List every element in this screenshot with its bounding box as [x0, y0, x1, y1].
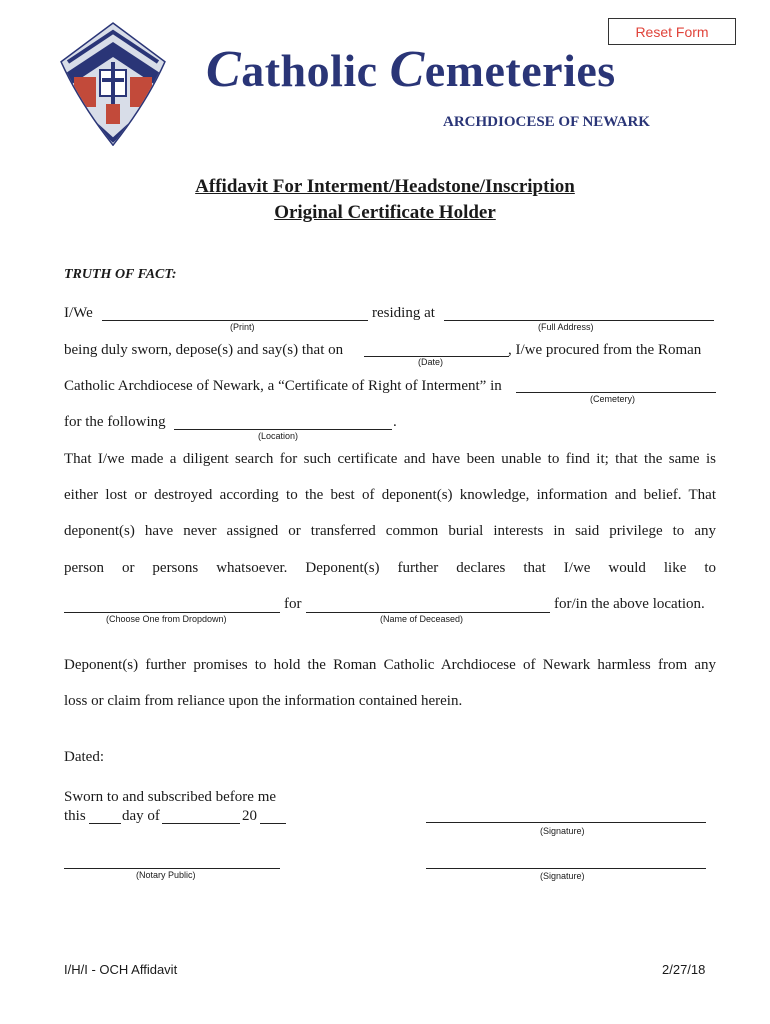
paragraph-line: person or persons whatsoever. Deponent(s) further declares that I/we would like to	[64, 560, 716, 576]
paragraph-line: Deponent(s) further promises to hold the Roman Catholic Archdiocese of Newark harmless from any	[64, 657, 716, 673]
footer-form-id: I/H/I - OCH Affidavit	[64, 962, 178, 977]
paragraph-line: loss or claim from reliance upon the information contained herein.	[64, 693, 463, 709]
reset-form-button[interactable]: Reset Form	[608, 18, 736, 45]
deceased-caption: (Name of Deceased)	[380, 614, 464, 624]
brand-initial-c2: C	[389, 41, 425, 98]
brand-word-emeteries: emeteries	[424, 45, 616, 96]
footer-date: 2/27/18	[662, 962, 706, 977]
print-caption: (Print)	[230, 322, 255, 332]
signature-field[interactable]	[426, 822, 706, 823]
brand-subtitle: ARCHDIOCESE OF NEWARK	[443, 114, 650, 130]
paragraph-line: That I/we made a diligent search for such certificate and have been unable to find it; that the same is	[64, 451, 716, 467]
cemetery-caption: (Cemetery)	[590, 394, 636, 404]
month-field[interactable]	[162, 823, 240, 824]
notary-public-caption: (Notary Public)	[136, 870, 196, 880]
dropdown-field[interactable]	[64, 612, 280, 613]
period: .	[393, 414, 397, 430]
document-title: Affidavit For Interment/Headstone/Inscription	[195, 176, 575, 197]
day-of-label: day of	[122, 808, 160, 824]
year-field[interactable]	[260, 823, 286, 824]
for-following-text: for the following	[64, 414, 166, 430]
for-label: for	[284, 596, 302, 612]
truth-of-fact-heading: TRUTH OF FACT:	[64, 267, 177, 282]
day-field[interactable]	[89, 823, 121, 824]
document-subtitle: Original Certificate Holder	[274, 202, 496, 223]
brand-name	[206, 40, 616, 99]
dropdown-caption: (Choose One from Dropdown)	[106, 614, 227, 624]
signature-caption: (Signature)	[540, 826, 585, 836]
catholic-cemeteries-logo	[60, 22, 166, 146]
location-field[interactable]	[174, 429, 392, 430]
iwe-label: I/We	[64, 305, 93, 321]
for-in-location-text: for/in the above location.	[554, 596, 705, 612]
year-prefix: 20	[242, 808, 257, 824]
residing-at-label: residing at	[372, 305, 435, 321]
being-sworn-text: being duly sworn, depose(s) and say(s) that on	[64, 342, 344, 358]
procured-text: , I/we procured from the Roman	[508, 342, 702, 358]
paragraph-line: either lost or destroyed according to the best of deponent(s) knowledge, information and belief. That	[64, 487, 716, 503]
notary-public-field[interactable]	[64, 868, 280, 869]
full-address-field[interactable]	[444, 320, 714, 321]
signature-caption: (Signature)	[540, 871, 585, 881]
catholic-archdiocese-text: Catholic Archdiocese of Newark, a “Certificate of Right of Interment” in	[64, 378, 502, 394]
paragraph-line: deponent(s) have never assigned or transferred common burial interests in said privilege to any	[64, 523, 716, 539]
location-caption: (Location)	[258, 431, 299, 441]
date-caption: (Date)	[418, 357, 444, 367]
brand-initial-c: C	[206, 41, 242, 98]
signature-field[interactable]	[426, 868, 706, 869]
deceased-name-field[interactable]	[306, 612, 550, 613]
cemetery-field[interactable]	[516, 392, 716, 393]
this-label: this	[64, 808, 86, 824]
name-field[interactable]	[102, 320, 368, 321]
full-address-caption: (Full Address)	[538, 322, 594, 332]
dated-label: Dated:	[64, 749, 104, 765]
brand-word-atholic: atholic	[241, 45, 390, 96]
sworn-text: Sworn to and subscribed before me	[64, 789, 277, 805]
